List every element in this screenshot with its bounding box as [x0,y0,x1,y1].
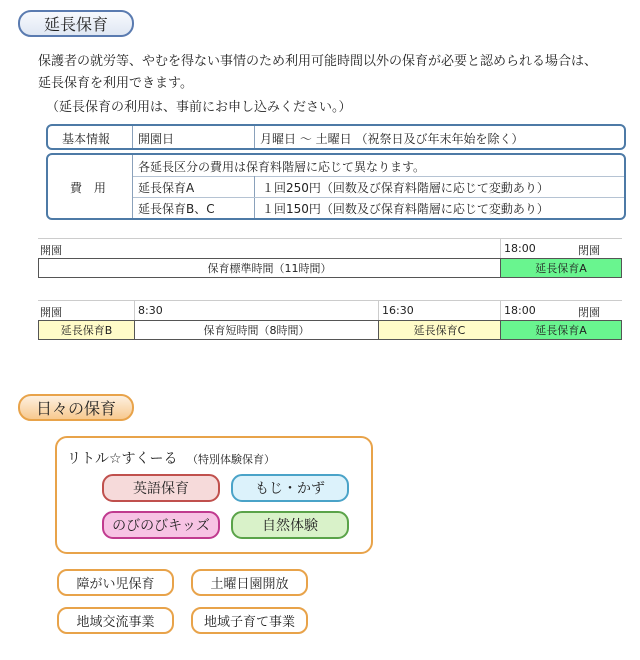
open-days-value: 月曜日 ～ 土曜日 （祝祭日及び年末年始を除く） [260,132,524,146]
divider [132,126,133,148]
short-hours-bar [134,320,379,340]
fee-row-a-value: １回250円（回数及び保育料階層に応じて変動あり） [262,181,549,195]
service-label: 土曜日園開放 [210,577,289,592]
service-label: 地域交流事業 [76,615,155,630]
divider [500,238,501,258]
basic-info-label: 基本情報 [62,132,111,146]
short-hours-label: 保育短時間（8時間） [203,324,310,337]
timeline-top-line [38,238,622,239]
fee-note: 各延長区分の費用は保育料階層に応じて異なります。 [138,160,426,174]
ext-a-bar [500,320,622,340]
chip-nobinobi-kids-label: のびのびキッズ [112,518,210,534]
timeline-time-1630: 16:30 [382,304,414,317]
little-school-sub: （特別体験保育） [187,453,275,466]
description-line-2: 延長保育を利用できます。 [38,76,193,91]
divider [378,300,379,320]
ext-a-bar [500,258,622,278]
section-title-text: 延長保育 [43,15,108,34]
chip-nature[interactable] [231,511,349,539]
ext-c-label: 延長保育C [413,324,466,337]
service-label: 地域子育て事業 [203,615,295,630]
section-title-extended-care [18,10,134,37]
fee-row-bc-value: １回150円（回数及び保育料階層に応じて変動あり） [262,202,549,216]
service-community-childrearing[interactable] [191,607,308,634]
chip-english-label: 英語保育 [133,481,189,497]
application-note: （延長保育の利用は、事前にお申し込みください。） [46,100,352,115]
fee-row-bc-name: 延長保育B、C [138,202,215,216]
fee-row-a-name: 延長保育A [138,181,195,195]
ext-a-label: 延長保育A [535,324,587,337]
timeline-time-1800: 18:00 [504,304,536,317]
timeline-close-label: 閉園 [578,306,600,319]
chip-letters-numbers[interactable] [231,474,349,502]
divider [134,300,135,320]
divider [500,300,501,320]
divider [133,197,624,198]
chip-nature-label: 自然体験 [262,518,318,534]
fee-box [46,153,626,220]
divider [254,126,255,148]
section-title-text: 日々の保育 [35,399,116,418]
timeline-open-label: 開園 [40,306,62,319]
service-label: 障がい児保育 [76,577,155,592]
chip-english[interactable] [102,474,220,502]
ext-b-bar [38,320,135,340]
ext-b-label: 延長保育B [60,324,113,337]
ext-a-label: 延長保育A [535,262,587,275]
timeline-top-line [38,300,622,301]
chip-letters-numbers-label: もじ・かず [255,481,325,497]
standard-hours-bar [38,258,501,278]
little-school-card [55,436,373,554]
ext-c-bar [378,320,501,340]
chip-nobinobi-kids[interactable] [102,511,220,539]
little-school-name: リトル☆すくーる [67,451,178,467]
timeline-time-1800: 18:00 [504,242,536,255]
description-line-1: 保護者の就労等、やむを得ない事情のため利用可能時間以外の保育が必要と認められる場合は、 [38,54,598,69]
divider [132,155,133,218]
fee-label: 費 用 [70,181,110,195]
service-disabled-childcare[interactable] [57,569,174,596]
divider [133,176,624,177]
open-days-label: 開園日 [138,132,175,146]
service-community-exchange[interactable] [57,607,174,634]
timeline-close-label: 閉園 [578,244,600,257]
timeline-open-label: 開園 [40,244,62,257]
standard-hours-label: 保育標準時間（11時間） [207,262,332,275]
section-title-daily-care [18,394,134,421]
timeline-time-0830: 8:30 [138,304,163,317]
basic-info-box [46,124,626,150]
service-saturday-open[interactable] [191,569,308,596]
